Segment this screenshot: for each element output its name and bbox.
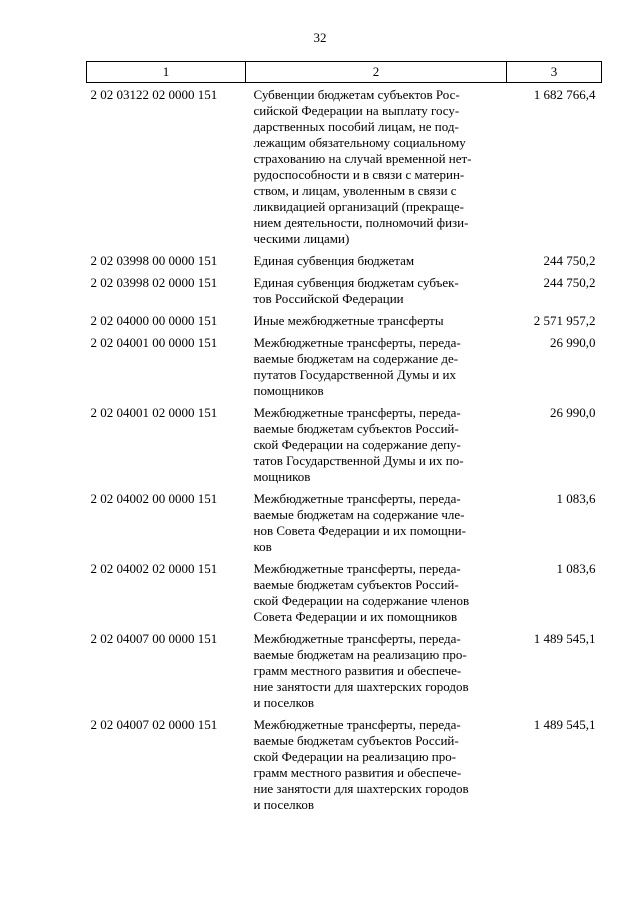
- description-line: ваемые бюджетам на реализацию про-: [253, 647, 467, 662]
- budget-code-cell: 2 02 04001 02 0000 151: [90, 405, 218, 420]
- column-header-description: 2: [246, 62, 507, 83]
- table-row: [87, 313, 602, 335]
- description-line: тов Российской Федерации: [253, 291, 404, 306]
- table-row: [87, 631, 602, 717]
- description-line: ваемые бюджетам субъектов Россий-: [253, 733, 459, 748]
- description-cell: [246, 491, 507, 561]
- description-line: мощников: [253, 469, 311, 484]
- description-cell: [246, 405, 507, 491]
- description-line: ческими лицами): [253, 231, 350, 246]
- budget-code-cell: 2 02 04007 00 0000 151: [90, 631, 218, 646]
- description-line: ликвидацией организаций (прекраще-: [253, 199, 464, 214]
- amount-cell: 244 750,2: [543, 275, 596, 290]
- description-cell: [246, 253, 507, 275]
- description-line: Единая субвенция бюджетам: [253, 253, 415, 268]
- amount-cell: 26 990,0: [550, 335, 596, 350]
- description-line: и поселков: [253, 797, 314, 812]
- description-line: Межбюджетные трансферты, переда-: [253, 335, 461, 350]
- table-row: [87, 253, 602, 275]
- description-line: Субвенции бюджетам субъектов Рос-: [253, 87, 460, 102]
- description-line: Совета Федерации и их помощников: [253, 609, 458, 624]
- amount-cell: 1 083,6: [556, 491, 596, 506]
- amount-cell: 1 682 766,4: [533, 87, 596, 102]
- description-cell: [246, 83, 507, 254]
- description-cell: [246, 561, 507, 631]
- table-row: [87, 83, 602, 254]
- budget-table: [86, 61, 602, 819]
- description-line: ством, и лицам, уволенным в связи с: [253, 183, 457, 198]
- amount-cell: 1 083,6: [556, 561, 596, 576]
- table-row: [87, 405, 602, 491]
- amount-cell: 26 990,0: [550, 405, 596, 420]
- description-line: рудоспособности и в связи с материн-: [253, 167, 465, 182]
- table-row: [87, 275, 602, 313]
- table-header: [87, 62, 602, 83]
- description-line: нием деятельности, полномочий физи-: [253, 215, 469, 230]
- description-line: сийской Федерации на выплату госу-: [253, 103, 460, 118]
- description-line: ние занятости для шахтерских городов: [253, 679, 469, 694]
- table-row: [87, 561, 602, 631]
- budget-code-cell: 2 02 04002 02 0000 151: [90, 561, 218, 576]
- description-line: ваемые бюджетам на содержание чле-: [253, 507, 465, 522]
- description-cell: [246, 313, 507, 335]
- description-line: Межбюджетные трансферты, переда-: [253, 717, 461, 732]
- description-line: ваемые бюджетам на содержание де-: [253, 351, 459, 366]
- table-row: [87, 491, 602, 561]
- description-line: ков: [253, 539, 272, 554]
- budget-code-cell: 2 02 03122 02 0000 151: [90, 87, 218, 102]
- description-line: и поселков: [253, 695, 314, 710]
- description-line: Межбюджетные трансферты, переда-: [253, 405, 461, 420]
- table-row: [87, 335, 602, 405]
- budget-code-cell: 2 02 04002 00 0000 151: [90, 491, 218, 506]
- description-line: ваемые бюджетам субъектов Россий-: [253, 421, 459, 436]
- amount-cell: 2 571 957,2: [533, 313, 596, 328]
- description-line: татов Государственной Думы и их по-: [253, 453, 464, 468]
- description-line: Межбюджетные трансферты, переда-: [253, 631, 461, 646]
- description-line: помощников: [253, 383, 324, 398]
- description-line: ние занятости для шахтерских городов: [253, 781, 469, 796]
- amount-cell: 244 750,2: [543, 253, 596, 268]
- description-line: ской Федерации на содержание депу-: [253, 437, 461, 452]
- description-cell: [246, 631, 507, 717]
- description-line: Межбюджетные трансферты, переда-: [253, 561, 461, 576]
- description-line: грамм местного развития и обеспече-: [253, 663, 462, 678]
- description-line: ваемые бюджетам субъектов Россий-: [253, 577, 459, 592]
- budget-code-cell: 2 02 03998 00 0000 151: [90, 253, 218, 268]
- description-line: ской Федерации на содержание членов: [253, 593, 470, 608]
- description-cell: [246, 335, 507, 405]
- description-line: дарственных пособий лицам, не под-: [253, 119, 459, 134]
- table-body: [87, 83, 602, 820]
- column-header-code: 1: [87, 62, 246, 83]
- amount-cell: 1 489 545,1: [533, 717, 596, 732]
- description-cell: [246, 717, 507, 819]
- column-header-amount: 3: [507, 62, 602, 83]
- description-line: путатов Государственной Думы и их: [253, 367, 456, 382]
- table-row: [87, 717, 602, 819]
- description-line: грамм местного развития и обеспече-: [253, 765, 462, 780]
- amount-cell: 1 489 545,1: [533, 631, 596, 646]
- budget-code-cell: 2 02 04000 00 0000 151: [90, 313, 218, 328]
- description-line: Межбюджетные трансферты, переда-: [253, 491, 461, 506]
- description-cell: [246, 275, 507, 313]
- description-line: ской Федерации на реализацию про-: [253, 749, 457, 764]
- description-line: нов Совета Федерации и их помощни-: [253, 523, 466, 538]
- budget-code-cell: 2 02 03998 02 0000 151: [90, 275, 218, 290]
- description-line: страхованию на случай временной нет-: [253, 151, 472, 166]
- description-line: Иные межбюджетные трансферты: [253, 313, 444, 328]
- description-line: Единая субвенция бюджетам субъек-: [253, 275, 459, 290]
- header-row: [87, 62, 602, 83]
- budget-code-cell: 2 02 04001 00 0000 151: [90, 335, 218, 350]
- budget-code-cell: 2 02 04007 02 0000 151: [90, 717, 218, 732]
- page-number: 32: [313, 30, 327, 45]
- description-line: лежащим обязательному социальному: [253, 135, 466, 150]
